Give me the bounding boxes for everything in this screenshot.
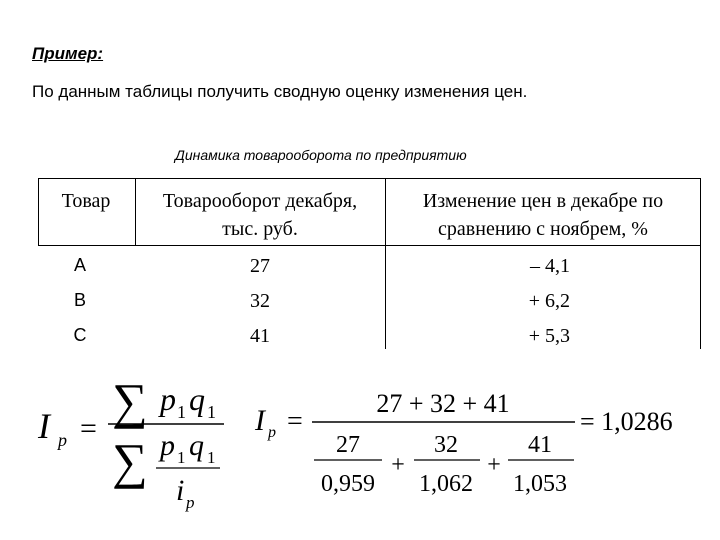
- fraction-2-denominator: 1,062: [419, 471, 473, 497]
- denominator-q: q: [189, 429, 204, 462]
- header-change-line1: Изменение цен в декабре по: [422, 190, 664, 212]
- numerator-p-subscript: 1: [177, 402, 186, 422]
- table-border-right: [700, 178, 701, 349]
- row-a-turnover: 27: [250, 255, 270, 277]
- task-statement: По данным таблицы получить сводную оценку изменения цен.: [32, 82, 528, 101]
- row-b-change: + 6,2: [528, 290, 570, 312]
- numeric-result: = 1,0286: [580, 407, 673, 436]
- numerator-q-subscript: 1: [207, 402, 216, 422]
- table-header-separator: [38, 245, 700, 246]
- row-c-change: + 5,3: [528, 325, 570, 347]
- denominator-i: i: [176, 474, 185, 507]
- general-lhs-subscript: p: [58, 430, 67, 450]
- row-a-product: А: [73, 255, 86, 275]
- numerator-q: q: [189, 381, 205, 417]
- plus-sign-1: +: [391, 452, 405, 478]
- row-c-product: С: [73, 325, 87, 345]
- numeric-index-formula: [254, 389, 673, 497]
- header-turnover-line2: тыс. руб.: [222, 218, 298, 240]
- general-lhs-symbol: I: [38, 406, 50, 446]
- table-caption: Динамика товарооборота по предприятию: [175, 147, 467, 163]
- plus-sign-2: +: [487, 452, 501, 478]
- fraction-3-denominator: 1,053: [513, 471, 567, 497]
- general-equals-sign: =: [80, 412, 97, 445]
- numeric-lhs-symbol: I: [255, 404, 265, 437]
- table-border-top: [38, 178, 700, 179]
- fraction-1-denominator: 0,959: [321, 471, 375, 497]
- numerator-p: p: [160, 381, 176, 417]
- fraction-2-numerator: 32: [434, 432, 458, 458]
- row-a-change: – 4,1: [530, 255, 570, 277]
- fraction-1-numerator: 27: [336, 432, 360, 458]
- numeric-equals-sign: =: [287, 406, 303, 437]
- denominator-p: p: [160, 429, 175, 462]
- denominator-i-subscript: p: [186, 493, 195, 512]
- denominator-p-subscript: 1: [177, 448, 186, 467]
- row-c-turnover: 41: [250, 325, 270, 347]
- row-b-turnover: 32: [250, 290, 270, 312]
- numerator-sigma: ∑: [112, 373, 148, 429]
- header-turnover-line1: Товарооборот декабря,: [162, 190, 358, 212]
- table-border-left: [38, 178, 39, 246]
- numeric-lhs-subscript: p: [268, 424, 276, 441]
- denominator-q-subscript: 1: [207, 448, 216, 467]
- example-heading: Пример:: [32, 44, 104, 63]
- denominator-sigma: ∑: [112, 433, 148, 489]
- fraction-3-numerator: 41: [528, 432, 552, 458]
- header-change-line2: сравнению с ноябрем, %: [438, 218, 648, 240]
- row-b-product: В: [73, 290, 86, 310]
- header-product: Товар: [61, 190, 111, 212]
- formula-area: [0, 360, 720, 540]
- numeric-numerator: 27 + 32 + 41: [376, 389, 510, 418]
- general-index-formula: [37, 373, 224, 512]
